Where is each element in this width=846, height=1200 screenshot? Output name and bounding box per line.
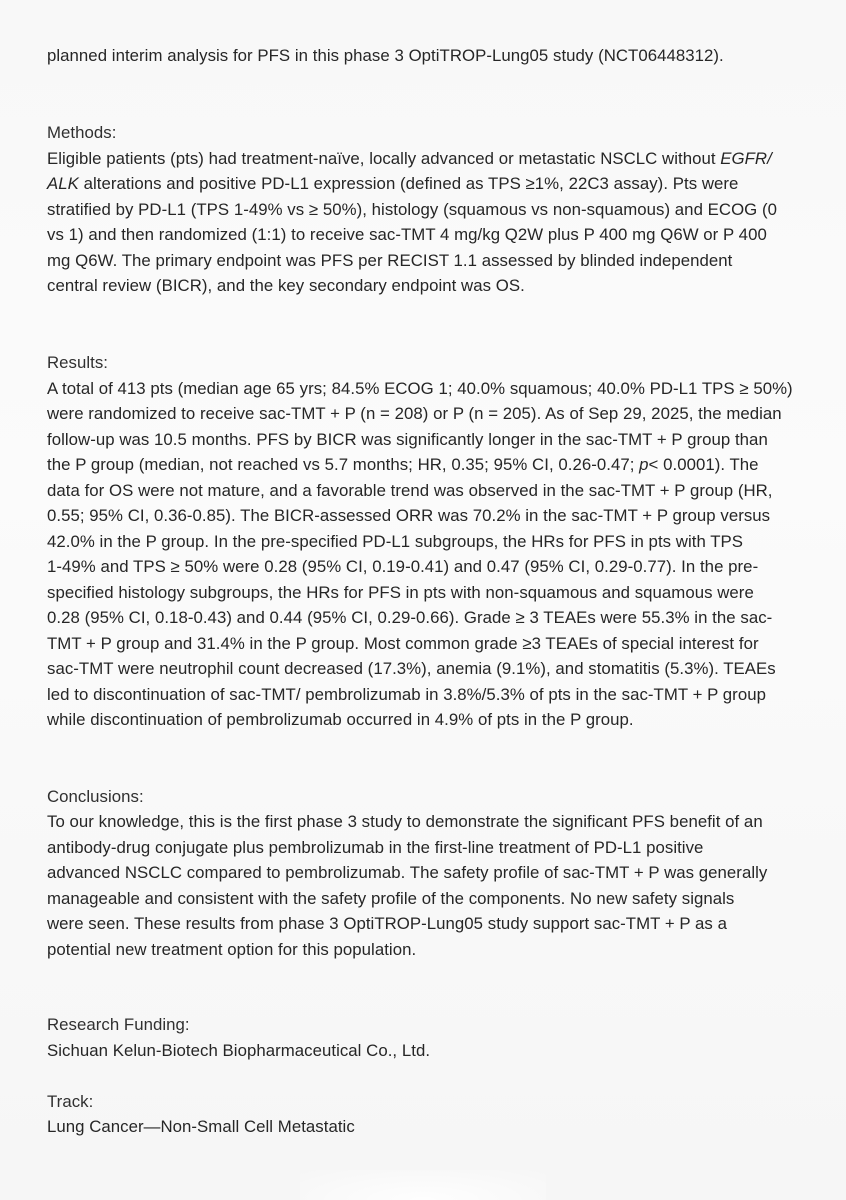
methods-line-5: mg Q6W. The primary endpoint was PFS per RECIST 1.1 assessed by blinded independent <box>47 251 733 270</box>
track-heading: Track: <box>47 1092 94 1111</box>
results-line-4-italic: p <box>639 455 649 474</box>
results-line-4-text-end: < 0.0001). The <box>648 455 759 474</box>
funding-heading: Research Funding: <box>47 1015 190 1034</box>
methods-heading: Methods: <box>47 123 117 142</box>
results-heading: Results: <box>47 353 109 372</box>
methods-line-1-italic: EGFR/ <box>720 149 772 168</box>
results-line-14: while discontinuation of pembrolizumab occurred in 4.9% of pts in the P group. <box>47 710 634 729</box>
intro-line: planned interim analysis for PFS in this phase 3 OptiTROP-Lung05 study (NCT06448312). <box>47 46 724 65</box>
results-line-2: were randomized to receive sac-TMT + P (n = 208) or P (n = 205). As of Sep 29, 2025, the median <box>47 404 782 423</box>
conclusions-line-2: antibody-drug conjugate plus pembrolizumab in the first-line treatment of PD-L1 positive <box>47 838 704 857</box>
results-line-11: TMT + P group and 31.4% in the P group. Most common grade ≥3 TEAEs of special interest for <box>47 634 759 653</box>
methods-line-4: vs 1) and then randomized (1:1) to receive sac-TMT 4 mg/kg Q2W plus P 400 mg Q6W or P 400 <box>47 225 767 244</box>
conclusions-line-4: manageable and consistent with the safety profile of the components. No new safety signals <box>47 889 735 908</box>
results-line-6: 0.55; 95% CI, 0.36-0.85). The BICR-assessed ORR was 70.2% in the sac-TMT + P group versus <box>47 506 771 525</box>
conclusions-line-6: potential new treatment option for this population. <box>47 940 417 959</box>
methods-line-6: central review (BICR), and the key secondary endpoint was OS. <box>47 276 525 295</box>
funding-text: Sichuan Kelun-Biotech Biopharmaceutical Co., Ltd. <box>47 1041 431 1060</box>
results-line-4-text: the P group (median, not reached vs 5.7 months; HR, 0.35; 95% CI, 0.26-0.47; <box>47 455 640 474</box>
methods-line-3: stratified by PD-L1 (TPS 1-49% vs ≥ 50%), histology (squamous vs non-squamous) and ECOG (0 <box>47 200 778 219</box>
results-line-3: follow-up was 10.5 months. PFS by BICR was significantly longer in the sac-TMT + P group than <box>47 430 768 449</box>
results-line-13: led to discontinuation of sac-TMT/ pembrolizumab in 3.8%/5.3% of pts in the sac-TMT + P group <box>47 685 766 704</box>
conclusions-line-1: To our knowledge, this is the first phase 3 study to demonstrate the significant PFS benefit of an <box>47 812 763 831</box>
results-line-10: 0.28 (95% CI, 0.18-0.43) and 0.44 (95% CI, 0.29-0.66). Grade ≥ 3 TEAEs were 55.3% in the sac- <box>47 608 773 627</box>
results-line-9: specified histology subgroups, the HRs for PFS in pts with non-squamous and squamous were <box>47 583 754 602</box>
conclusions-line-5: were seen. These results from phase 3 OptiTROP-Lung05 study support sac-TMT + P as a <box>47 914 727 933</box>
results-line-5: data for OS were not mature, and a favorable trend was observed in the sac-TMT + P group (HR, <box>47 481 773 500</box>
methods-line-2-italic: ALK <box>47 174 79 193</box>
track-text: Lung Cancer—Non-Small Cell Metastatic <box>47 1117 355 1136</box>
results-line-7: 42.0% in the P group. In the pre-specified PD-L1 subgroups, the HRs for PFS in pts with TPS <box>47 532 744 551</box>
methods-line-1-text: Eligible patients (pts) had treatment-naïve, locally advanced or metastatic NSCLC without <box>47 149 721 168</box>
conclusions-line-3: advanced NSCLC compared to pembrolizumab. The safety profile of sac-TMT + P was generally <box>47 863 768 882</box>
methods-line-2 <box>47 171 738 197</box>
bottom-fade <box>300 1170 546 1200</box>
methods-line-1 <box>47 146 772 172</box>
methods-line-2-text: alterations and positive PD-L1 expression (defined as TPS ≥1%, 22C3 assay). Pts were <box>78 174 739 193</box>
results-line-12: sac-TMT were neutrophil count decreased (17.3%), anemia (9.1%), and stomatitis (5.3%). TEAEs <box>47 659 776 678</box>
conclusions-heading: Conclusions: <box>47 787 144 806</box>
results-line-4 <box>47 452 759 478</box>
results-line-1: A total of 413 pts (median age 65 yrs; 84.5% ECOG 1; 40.0% squamous; 40.0% PD-L1 TPS ≥ 50%) <box>47 379 793 398</box>
results-line-8: 1-49% and TPS ≥ 50% were 0.28 (95% CI, 0.19-0.41) and 0.47 (95% CI, 0.29-0.77). In the pre- <box>47 557 759 576</box>
